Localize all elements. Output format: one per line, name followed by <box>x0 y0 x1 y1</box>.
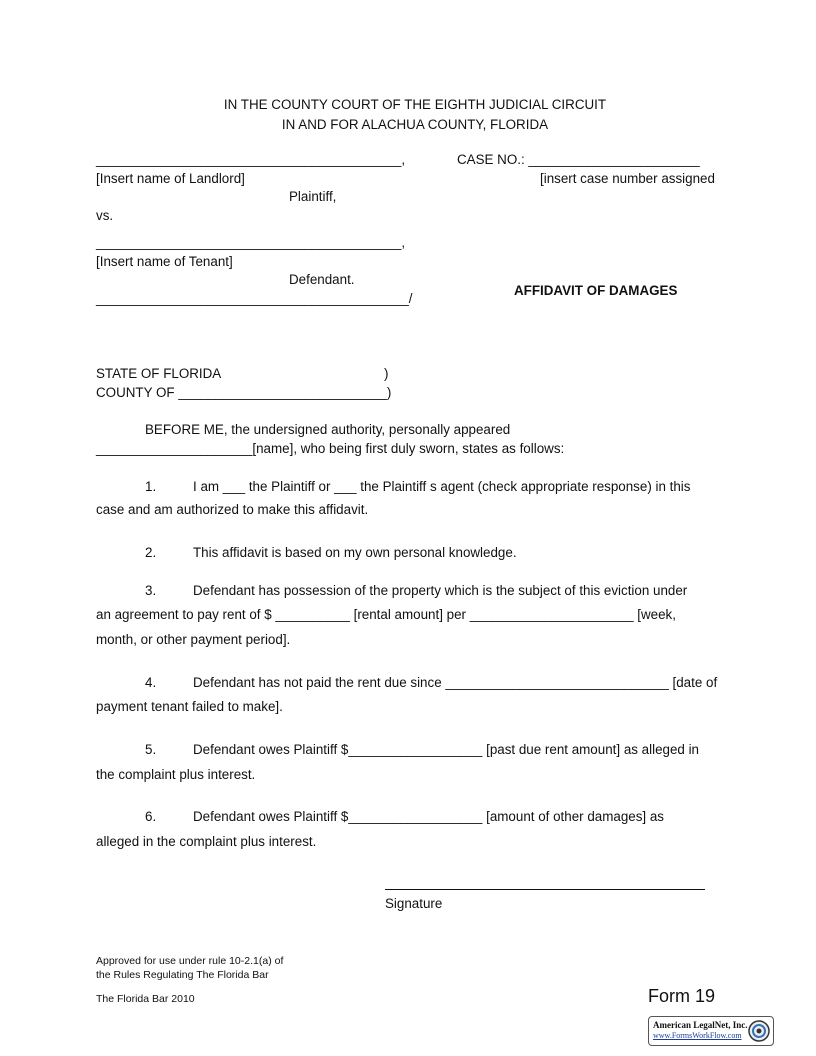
paragraph-text: This affidavit is based on my own personal knowledge. <box>193 545 517 560</box>
form-number: Form 19 <box>648 986 716 1006</box>
court-header-line1: IN THE COUNTY COURT OF THE EIGHTH JUDICIAL CIRCUIT <box>223 97 607 112</box>
state-paren: ) <box>384 366 389 381</box>
vs-label: vs. <box>96 208 114 223</box>
caption-closing-blank: __________________________________________/ <box>96 291 413 306</box>
paragraph-text: Defendant owes Plaintiff $__________________ [past due rent amount] as alleged in <box>193 742 700 757</box>
tenant-name-blank: _________________________________________, <box>96 235 406 250</box>
paragraph-number: 4. <box>145 675 157 690</box>
intro-line1: BEFORE ME, the undersigned authority, personally appeared <box>145 422 511 437</box>
paragraph-text: case and am authorized to make this affidavit. <box>96 502 369 517</box>
landlord-name-blank: _________________________________________, <box>96 152 406 167</box>
globe-icon <box>747 1019 771 1043</box>
paragraph-text: Defendant owes Plaintiff $__________________ [amount of other damages] as <box>193 809 665 824</box>
signature-line <box>385 889 705 890</box>
paragraph-text: month, or other payment period]. <box>96 632 291 647</box>
paragraph-text: Defendant has not paid the rent due since ______________________________ [date of <box>193 675 718 690</box>
paragraph-text: payment tenant failed to make]. <box>96 699 283 714</box>
paragraph-text: Defendant has possession of the property which is the subject of this eviction under <box>193 583 688 598</box>
paragraph-number: 3. <box>145 583 157 598</box>
approval-note-line1: Approved for use under rule 10-2.1(a) of <box>96 955 284 967</box>
paragraph-text: the complaint plus interest. <box>96 767 256 782</box>
defendant-label: Defendant. <box>289 272 355 287</box>
landlord-label: [Insert name of Landlord] <box>96 171 245 186</box>
paragraph-number: 5. <box>145 742 157 757</box>
tenant-label: [Insert name of Tenant] <box>96 254 233 269</box>
paragraph-text: alleged in the complaint plus interest. <box>96 834 317 849</box>
publisher-name: American LegalNet, Inc. <box>653 1020 748 1030</box>
paragraph-number: 1. <box>145 479 157 494</box>
paragraph-number: 6. <box>145 809 157 824</box>
paragraph-text: I am ___ the Plaintiff or ___ the Plaintiff s agent (check appropriate response) in this <box>193 479 691 494</box>
county-field: COUNTY OF ____________________________) <box>96 385 392 400</box>
intro-line2: _____________________[name], who being first duly sworn, states as follows: <box>96 441 565 456</box>
plaintiff-label: Plaintiff, <box>289 189 337 204</box>
case-number-note: [insert case number assigned <box>540 171 715 186</box>
paragraph-number: 2. <box>145 545 157 560</box>
florida-bar-year: The Florida Bar 2010 <box>96 993 195 1005</box>
court-header-line2: IN AND FOR ALACHUA COUNTY, FLORIDA <box>281 117 549 132</box>
signature-label: Signature <box>385 896 443 911</box>
case-number-field: CASE NO.: _______________________ <box>457 152 700 167</box>
publisher-url[interactable]: www.FormsWorkFlow.com <box>653 1031 742 1040</box>
state-label: STATE OF FLORIDA <box>96 366 222 381</box>
paragraph-text: an agreement to pay rent of $ __________ [rental amount] per ______________________ [week, <box>96 607 676 622</box>
approval-note-line2: the Rules Regulating The Florida Bar <box>96 969 269 981</box>
publisher-logo[interactable] <box>648 1016 774 1046</box>
document-title: AFFIDAVIT OF DAMAGES <box>514 283 678 298</box>
